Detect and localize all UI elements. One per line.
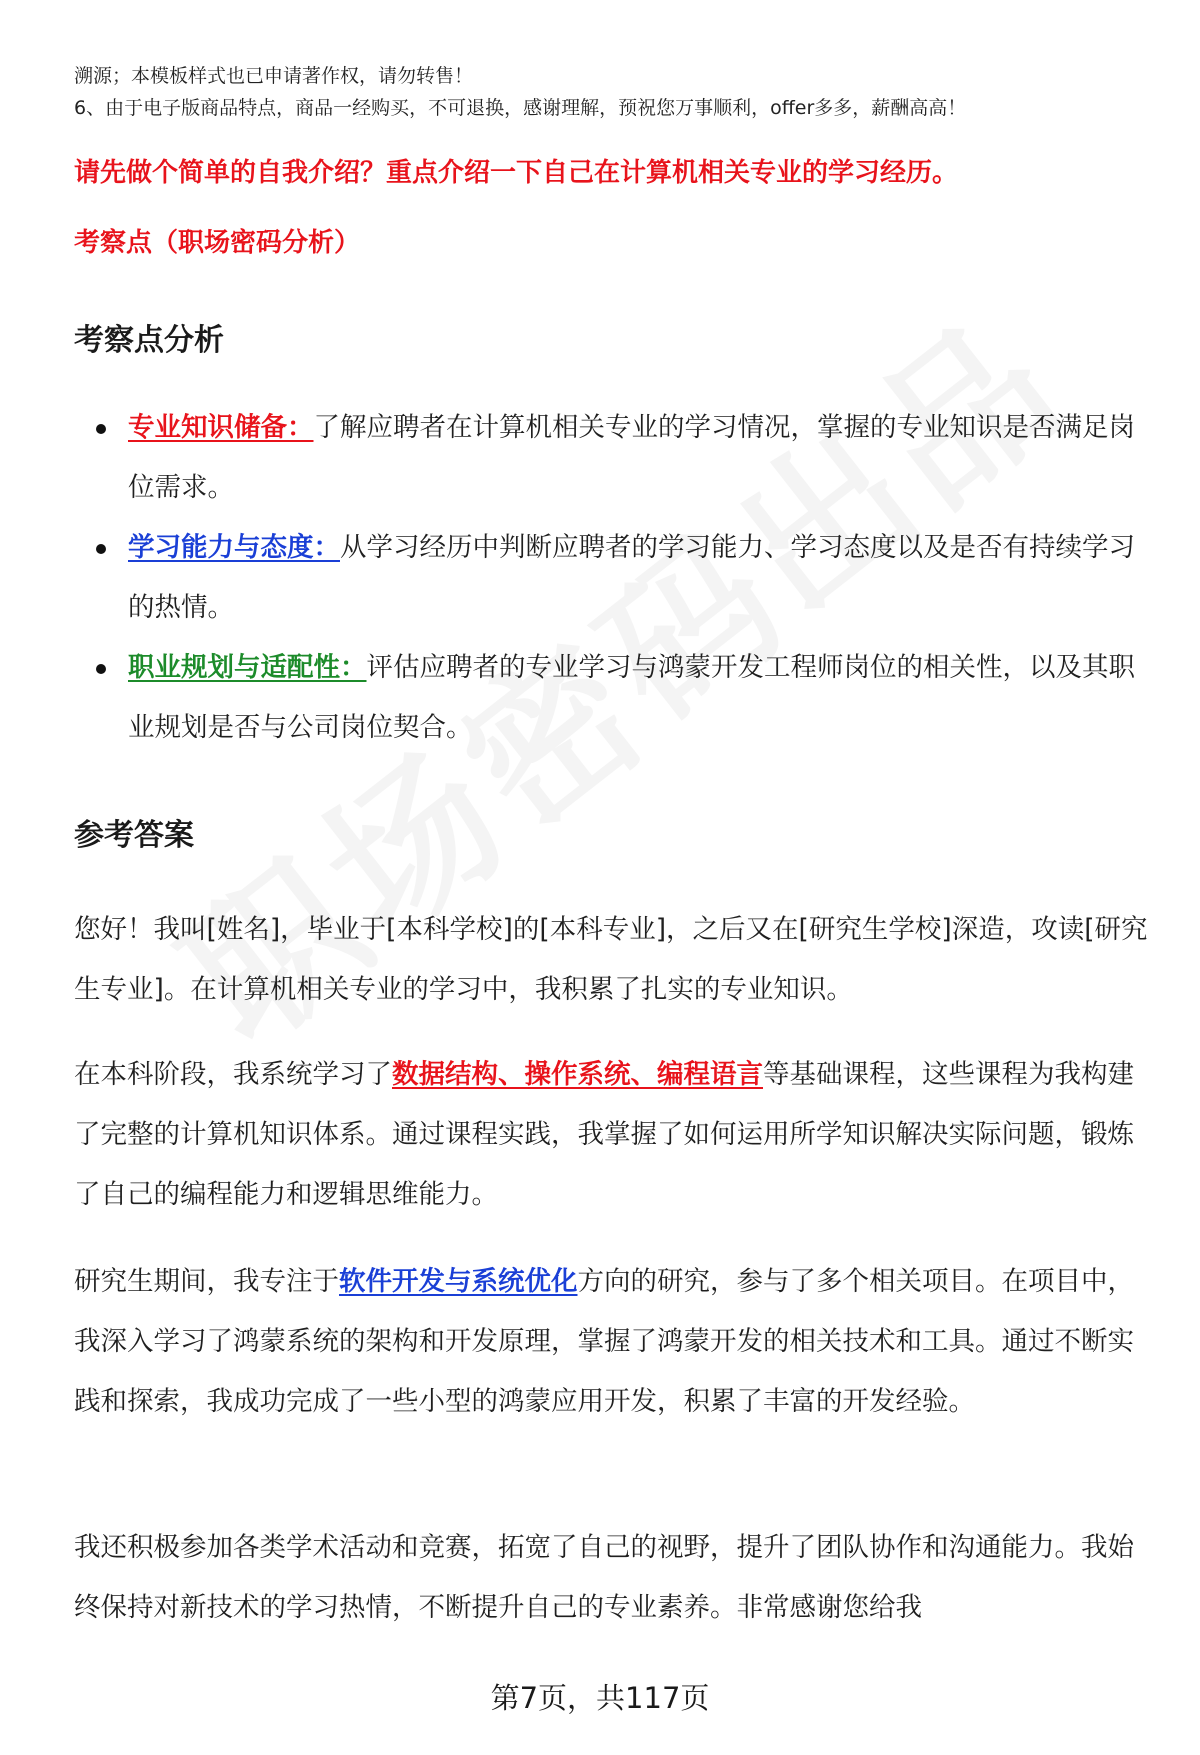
answer-paragraph-3 <box>74 1252 1150 1432</box>
analysis-item-keyword: 学习能力与态度： <box>128 532 340 563</box>
question-title: 请先做个简单的自我介绍？重点介绍一下自己在计算机相关专业的学习经历。 <box>74 158 959 188</box>
notice-block <box>74 60 966 124</box>
paragraph-text: 在本科阶段，我系统学习了 <box>74 1059 392 1090</box>
analysis-item-text: 评估应聘者的专业学习与鸿蒙开发工程师岗位的相关性，以及其职业规划是否与公司岗位契合。 <box>128 652 1135 743</box>
analysis-item <box>74 518 1144 638</box>
analysis-item <box>74 398 1144 518</box>
bullet-dot-icon <box>96 544 106 554</box>
bullet-dot-icon <box>96 424 106 434</box>
notice-line-2: 6、由于电子版商品特点，商品一经购买，不可退换，感谢理解，预祝您万事顺利，offer多多，薪酬高高！ <box>74 97 967 119</box>
analysis-item-keyword: 专业知识储备： <box>128 412 314 443</box>
bullet-dot-icon <box>96 664 106 674</box>
analysis-item-text: 了解应聘者在计算机相关专业的学习情况，掌握的专业知识是否满足岗位需求。 <box>128 412 1135 503</box>
answer-paragraph-2 <box>74 1045 1150 1225</box>
analysis-list <box>74 398 1144 758</box>
analysis-item <box>74 638 1144 758</box>
answer-heading: 参考答案 <box>74 818 194 853</box>
notice-line-1: 溯源；本模板样式也已申请著作权，请勿转售！ <box>74 65 474 87</box>
paragraph-text: 等基础课程，这些课程为我构建了完整的计算机知识体系。通过课程实践，我掌握了如何运用所学知识解决实际问题，锻炼了自己的编程能力和逻辑思维能力。 <box>74 1059 1134 1210</box>
paragraph-keyword: 软件开发与系统优化 <box>339 1266 578 1297</box>
paragraph-text: 方向的研究，参与了多个相关项目。在项目中，我深入学习了鸿蒙系统的架构和开发原理，掌握了鸿蒙开发的相关技术和工具。通过不断实践和探索，我成功完成了一些小型的鸿蒙应用开发，积累了丰富的开发经验。 <box>74 1266 1134 1417</box>
analysis-item-keyword: 职业规划与适配性： <box>128 652 367 683</box>
analysis-subhead: 考察点（职场密码分析） <box>74 228 361 258</box>
paragraph-text: 研究生期间，我专注于 <box>74 1266 339 1297</box>
analysis-heading: 考察点分析 <box>74 323 224 358</box>
paragraph-keyword: 数据结构、操作系统、编程语言 <box>392 1059 763 1090</box>
answer-paragraph-4: 我还积极参加各类学术活动和竞赛，拓宽了自己的视野，提升了团队协作和沟通能力。我始终保持对新技术的学习热情，不断提升自己的专业素养。非常感谢您给我 <box>74 1532 1134 1623</box>
analysis-item-text: 从学习经历中判断应聘者的学习能力、学习态度以及是否有持续学习的热情。 <box>128 532 1135 623</box>
page-number: 第7页，共117页 <box>490 1681 710 1715</box>
answer-paragraph-1: 您好！我叫[姓名]，毕业于[本科学校]的[本科专业]，之后又在[研究生学校]深造，攻读[研究生专业]。在计算机相关专业的学习中，我积累了扎实的专业知识。 <box>74 914 1148 1005</box>
